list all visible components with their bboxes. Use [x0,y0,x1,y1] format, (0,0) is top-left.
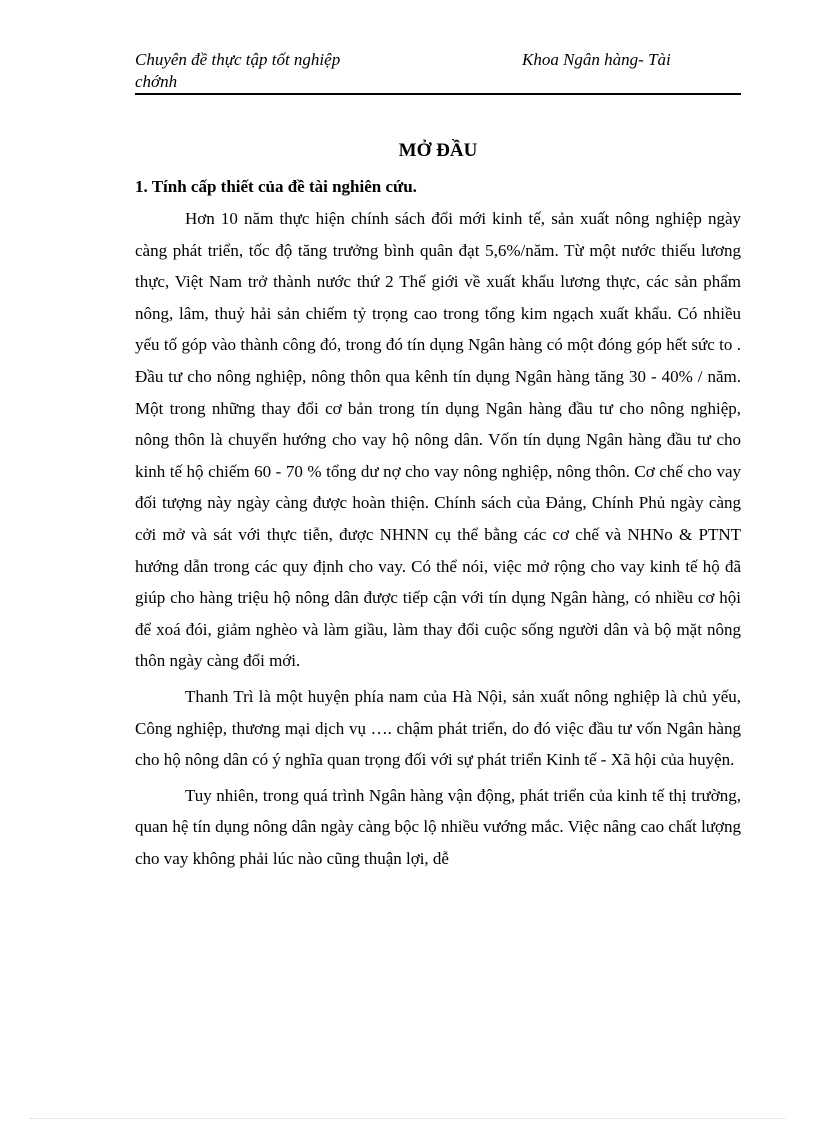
section-heading: 1. Tính cấp thiết của đề tài nghiên cứu. [135,177,417,196]
paragraph: Hơn 10 năm thực hiện chính sách đổi mới kinh tế, sản xuất nông nghiệp ngày càng phát triển, tốc độ tăng trưởng bình quân đạt 5,6%/năm. Từ một nước thiếu lương thực, Việt Nam trở thành nước thứ 2 Thế giới về xuất khẩu lương thực, các sản phẩm nông, lâm, thuỷ hải sản chiếm tỷ trọng cao trong tổng kim ngạch xuất khẩu. Có nhiều yếu tố góp vào thành công đó, trong đó tín dụng Ngân hàng có một đóng góp hết sức to . Đầu tư cho nông nghiệp, nông thôn qua kênh tín dụng Ngân hàng tăng 30 - 40% / năm. Một trong những thay đổi cơ bản trong tín dụng Ngân hàng đầu tư cho nông nghiệp, nông thôn là chuyển hướng cho vay hộ nông dân. Vốn tín dụng Ngân hàng đầu tư cho kinh tế hộ chiếm 60 - 70 % tổng dư nợ cho vay nông nghiệp, nông thôn. Cơ chế cho vay đối tượng này ngày càng được hoàn thiện. Chính sách của Đảng, Chính Phủ ngày càng cởi mở và sát với thực tiễn, được NHNN cụ thể bằng các cơ chế và NHNo & PTNT hướng dẫn trong các quy định cho vay. Có thể nói, việc mở rộng cho vay kinh tế hộ đã giúp cho hàng triệu hộ nông dân được tiếp cận với tín dụng Ngân hàng, có nhiều cơ hội để xoá đói, giảm nghèo và làm giầu, làm thay đổi cuộc sống người dân và bộ mặt nông thôn ngày càng đổi mới. [135,209,741,671]
paragraph: Tuy nhiên, trong quá trình Ngân hàng vận động, phát triển của kinh tế thị trường, quan hệ tín dụng nông dân ngày càng bộc lộ nhiều vướng mắc. Việc nâng cao chất lượng cho vay không phải lúc nào cũng thuận lợi, dễ [135,785,741,868]
page-bottom-border [30,1118,786,1119]
page-header [135,49,741,93]
document-title: MỞ ĐẦU [398,140,478,161]
body-text [135,203,741,878]
header-divider [135,93,741,95]
header-right-text: Khoa Ngân hàng- Tài [522,50,671,69]
paragraph: Thanh Trì là một huyện phía nam của Hà Nội, sản xuất nông nghiệp là chủ yếu, Công nghiệp, thương mại dịch vụ …. chậm phát triển, do đó việc đầu tư vốn Ngân hàng cho hộ nông dân có ý nghĩa quan trọng đối với sự phát triển Kinh tế - Xã hội của huyện. [135,686,741,770]
header-left-text: Chuyên đề thực tập tốt nghiệp chớnh [135,50,341,91]
